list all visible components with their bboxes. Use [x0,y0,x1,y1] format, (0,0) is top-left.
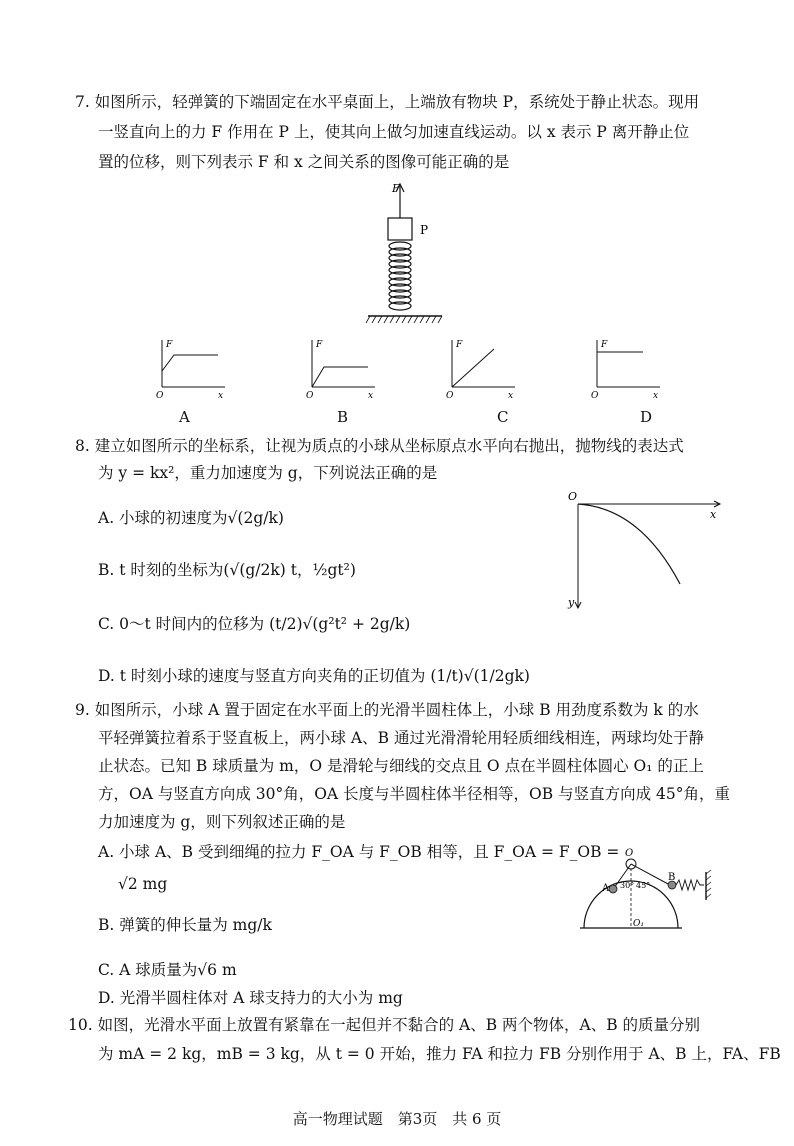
svg-text:F: F [316,340,323,350]
svg-text:30°: 30° [620,881,635,890]
svg-text:O: O [306,391,314,400]
graph-b [300,335,380,400]
q8-line-2: 为 y = kx²，重力加速度为 g，下列说法正确的是 [98,464,438,482]
spring-horizontal [676,880,704,890]
svg-text:F: F [456,340,463,350]
choice-a: A [179,408,190,426]
choice-d: D [640,408,653,426]
q9-option-c: C. A 球质量为√6 m [98,961,237,979]
svg-text:O: O [446,391,454,400]
ball-a [609,885,617,893]
svg-text:A: A [602,883,610,894]
q9-option-a-cont: √2 mg [118,875,168,893]
spring-coil [389,242,411,310]
q9-line-2: 平轻弹簧拉着系于竖直板上，两小球 A、B 通过光滑滑轮用轻质细线相连，两球均处于静 [98,729,704,747]
q10-line-1: 10. 如图，光滑水平面上放置有紧靠在一起但并不黏合的 A、B 两个物体，A、B 的质量分别 [68,1016,701,1034]
q9-option-d: D. 光滑半圆柱体对 A 球支持力的大小为 mg [98,989,403,1007]
q8-line-1: 8. 建立如图所示的坐标系，让视为质点的小球从坐标原点水平向右抛出，抛物线的表达式 [75,437,684,455]
pulley-cylinder-figure [570,842,720,937]
choice-c: C [497,408,509,426]
projectile-axes-figure [560,488,730,613]
graph-d [585,335,665,400]
graph-c [440,335,520,400]
q9-option-b: B. 弹簧的伸长量为 mg/k [98,916,272,934]
page-footer: 高一物理试题 第3页 共 6 页 [292,1110,502,1128]
svg-text:O: O [568,490,578,503]
graph-a [150,335,230,400]
svg-text:O: O [625,848,634,859]
spring-block-figure [360,178,460,328]
force-label: F [392,182,400,195]
q9-option-a: A. 小球 A、B 受到细绳的拉力 F_OA 与 F_OB 相等，且 F_OA = F_OB = [98,843,620,861]
svg-text:F: F [166,340,173,350]
q8-option-a: A. 小球的初速度为√(2g/k) [98,509,284,527]
svg-text:y: y [568,596,575,609]
choice-b: B [337,408,349,426]
q7-line-1: 7. 如图所示，轻弹簧的下端固定在水平桌面上，上端放有物块 P，系统处于静止状态。现用 [75,93,700,111]
q9-line-4: 方，OA 与竖直方向成 30°角，OA 长度与半圆柱体半径相等，OB 与竖直方向成 45°角，重 [98,785,730,803]
q10-line-2: 为 mA = 2 kg，mB = 3 kg，从 t = 0 开始，推力 FA 和拉力 FB 分别作用于 A、B 上，FA、FB [98,1045,781,1063]
q9-line-3: 止状态。已知 B 球质量为 m，O 是滑轮与细线的交点且 O 点在半圆柱体圆心 O₁ 的正上 [98,757,704,775]
q8-option-b: B. t 时刻的坐标为(√(g/2k) t，½gt²) [98,561,356,579]
q8-option-c: C. 0～t 时间内的位移为 (t/2)√(g²t² + 2g/k) [98,615,411,633]
ground-hatch [366,316,442,323]
q7-line-2: 一竖直向上的力 F 作用在 P 上，使其向上做匀加速直线运动。以 x 表示 P 离开静止位 [98,123,690,141]
svg-text:x: x [710,508,717,521]
svg-text:B: B [668,872,676,883]
q8-option-d: D. t 时刻小球的速度与竖直方向夹角的正切值为 (1/t)√(1/2gk) [98,667,530,685]
svg-text:45°: 45° [636,881,651,890]
svg-text:x: x [508,391,514,400]
q7-line-3: 置的位移，则下列表示 F 和 x 之间关系的图像可能正确的是 [98,153,510,171]
svg-text:O₁: O₁ [633,919,644,929]
svg-text:O: O [156,391,164,400]
svg-text:O: O [591,391,599,400]
svg-text:x: x [218,391,224,400]
svg-text:x: x [653,391,659,400]
block-label: P [420,223,429,237]
block-p [388,218,412,240]
svg-text:F: F [601,340,608,350]
q9-line-5: 力加速度为 g，则下列叙述正确的是 [98,813,346,831]
svg-text:x: x [368,391,374,400]
q9-line-1: 9. 如图所示，小球 A 置于固定在水平面上的光滑半圆柱体上，小球 B 用劲度系数为 k 的水 [75,701,699,719]
parabola-curve [578,504,680,584]
